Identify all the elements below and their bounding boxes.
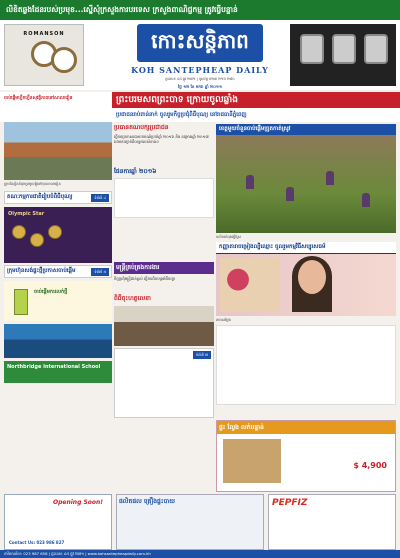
left-caption: ចាប់ផ្តើមហ្វឹកហ្វឺនសុវត្ថិភាពនៅសាលារៀន — [4, 96, 73, 101]
logo-english: KOH SANTEPHEAP DAILY — [131, 65, 269, 75]
story-body — [216, 325, 396, 405]
drink-ad[interactable] — [4, 281, 112, 321]
newspaper-logo[interactable] — [120, 24, 280, 89]
worker-figure — [286, 187, 294, 201]
sub-headline: ប្រជាជនរាប់ពាន់នាក់ ចូលរួមកិច្ចប្រជុំពិធីបុណ្យ នៅរាជធានីភ្នំពេញ — [116, 112, 247, 118]
main-headline[interactable]: ព្រះបរមសពព្រះបាទ ក្រោយចូលឆ្លាំង — [112, 92, 400, 108]
pepfiz-ad[interactable] — [268, 494, 396, 550]
school-photo — [4, 122, 112, 180]
school-banner-ad[interactable]: Northbridge International School — [4, 361, 112, 383]
story-box[interactable] — [4, 191, 112, 204]
story-box-2[interactable] — [4, 265, 112, 278]
watch-icon — [300, 34, 324, 64]
real-estate-title: ផ្ទះ ល្វែង លក់បន្ទាន់ — [217, 421, 395, 434]
watch-brand: ROMANSON — [23, 31, 65, 37]
story-headline[interactable]: ផែនការឆ្នាំ ២០១៦ — [114, 168, 157, 175]
coin-icon — [12, 225, 26, 239]
actress-photo — [216, 254, 396, 316]
price-label: $ 4,900 — [353, 461, 387, 470]
pepfiz-logo: PEPFIZ — [272, 498, 308, 508]
right-column — [216, 124, 396, 405]
footer: ការិយាល័យ: 023 987 658 | ផ្ទះលេខ ៤៥ ផ្លូវ ២៧១ | www.kohsantepheapdaily.com.kh — [0, 550, 400, 558]
kitchen-ad[interactable] — [116, 494, 264, 550]
real-estate-ad[interactable] — [216, 420, 396, 492]
issue-date: ថ្ងៃ ១២ ខែ មករា ឆ្នាំ ២០១១ — [178, 84, 222, 89]
contact-info: ផ្ទះលេខ ៤៥ ផ្លូវ ២៧១ | ទូរស័ព្ទ ០២៣ ២១០ ២៨០ — [165, 77, 235, 81]
logo-khmer: កោះសន្តិភាព — [137, 24, 263, 62]
left-column — [4, 122, 112, 383]
story-headline[interactable]: ពិធីចុះហត្ថលេខា — [114, 295, 151, 302]
flowers-image — [220, 258, 280, 312]
watch-icon — [332, 34, 356, 64]
worker-figure — [362, 193, 370, 207]
drink-title: ចាប់ផ្តើមការលក់ថ្មី — [34, 289, 68, 295]
face-shape — [298, 260, 326, 294]
watch-ad-right[interactable] — [290, 24, 396, 86]
story-text: កិច្ចប្រជុំមន្ត្រីជាន់ខ្ពស់ ធ្វើការពិភាក្សាអំពីបញ្ហា — [114, 276, 176, 281]
portrait-photo — [114, 306, 214, 346]
coin-icon — [48, 225, 62, 239]
contact-label: Contact Us: 023 986 827 — [9, 540, 65, 545]
photo-caption: តារាសម្តែង — [216, 318, 231, 322]
masthead — [0, 20, 400, 90]
photo-caption: កសិករកំពុងធ្វើស្រែ — [216, 235, 242, 239]
opening-soon-label: Opening Soon! — [53, 499, 104, 506]
city-photo — [4, 324, 112, 358]
photo-caption: ក្រុមនិស្សិតកំពុងប្រមូលផ្តុំនៅមុខសាលារៀន — [4, 182, 61, 186]
watch-image-2 — [51, 47, 77, 73]
story-headline[interactable]: ខេត្តមួយចំនួនចាប់ផ្តើមច្រូតកាត់ស្រូវ — [216, 124, 396, 135]
story-headline-purple[interactable]: មន្ត្រីគ្រប់គ្រងការងារ — [114, 262, 214, 274]
story-box-3[interactable] — [114, 348, 214, 418]
story-headline: គណៈកម្មការជាតិរៀបចំពិធីបុណ្យ — [7, 194, 73, 200]
watch-icon — [364, 34, 388, 64]
page-badge: ទំព័រទី ៤ — [91, 194, 109, 202]
glass-icon — [14, 289, 28, 315]
story-text: ធ្វើការប្រកាសរបាយការណ៍ប្រចាំឆ្នាំ ២០១៦ និង គម្រោងឆ្នាំ ២០១៧ ដោយបញ្ជាក់ពីលទ្ធផលសំខាន់ៗ — [114, 134, 209, 144]
top-banner: លិខិតឆ្លងដែនរបស់ប្រមុខ...ស្នើសុំក្រសួងការបរទេស ក្រសួងពាណិជ្ជកម្ម ត្រូវធ្វើបន្ទាន់ — [0, 0, 400, 20]
story-headline: ក្រុមហ៊ុនសង់ផ្ទះថ្មីប្រកាសចាប់ផ្តើម — [7, 268, 76, 274]
middle-column — [114, 124, 214, 418]
kitchen-title: ផលិតផល គ្រឿងផ្ទះបាយ — [119, 498, 175, 505]
story-headline[interactable]: កញ្ញាតារាចម្រៀងល្បីឈ្មោះ ចូលរួមកម្មវិធីសប្បុរសធម៌ — [216, 242, 396, 254]
house-photo — [223, 439, 281, 483]
story-headline[interactable]: ប្រធានគណបក្សប្រជាជន — [114, 124, 169, 131]
story-body — [114, 178, 214, 218]
page-badge: ទំព័រទី ៥ — [91, 268, 109, 276]
page-badge: ទំព័រទី ៧ — [193, 351, 211, 359]
olympic-brand: Olympic Star — [8, 211, 45, 217]
coin-icon — [30, 233, 44, 247]
watch-ad[interactable] — [4, 24, 84, 86]
farm-photo — [216, 135, 396, 233]
headline-area — [0, 92, 400, 122]
worker-figure — [326, 171, 334, 185]
olympic-ad[interactable] — [4, 207, 112, 263]
worker-figure — [246, 175, 254, 189]
bottom-ads — [0, 494, 400, 550]
